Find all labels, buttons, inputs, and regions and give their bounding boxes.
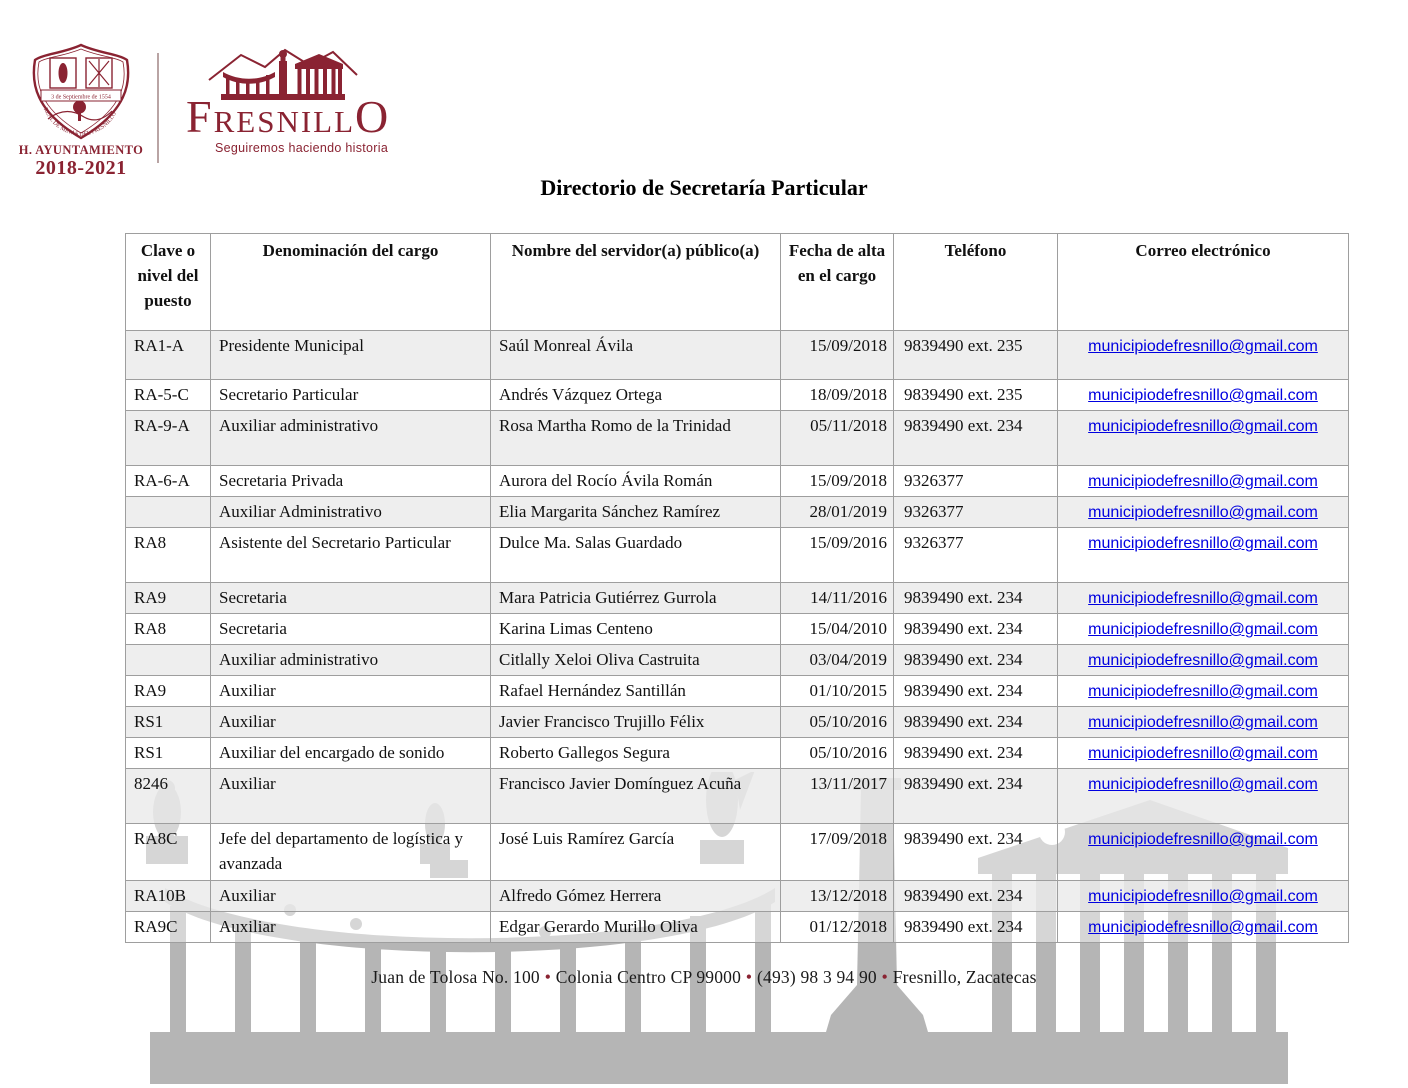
cell-telefono: 9839490 ext. 234 xyxy=(894,411,1058,466)
cell-cargo: Auxiliar xyxy=(211,881,491,912)
cell-clave: RA9C xyxy=(126,912,211,943)
crest-years: 2018-2021 xyxy=(35,157,127,179)
crest-ring-text: REAL DE MINAS DEL FRESNILLO xyxy=(41,106,118,139)
cell-telefono: 9839490 ext. 234 xyxy=(894,676,1058,707)
cell-cargo: Auxiliar del encargado de sonido xyxy=(211,738,491,769)
cell-cargo: Auxiliar xyxy=(211,707,491,738)
table-row xyxy=(126,497,1349,528)
cell-nombre: Karina Limas Centeno xyxy=(491,614,781,645)
cell-fecha: 15/04/2010 xyxy=(781,614,894,645)
cell-cargo: Auxiliar xyxy=(211,912,491,943)
cell-nombre: Citlally Xeloi Oliva Castruita xyxy=(491,645,781,676)
directory-table xyxy=(125,233,1349,943)
cell-telefono: 9326377 xyxy=(894,497,1058,528)
table-header-row xyxy=(126,234,1349,331)
cell-nombre: Francisco Javier Domínguez Acuña xyxy=(491,769,781,824)
email-link[interactable]: municipiodefresnillo@gmail.com xyxy=(1088,888,1318,905)
cell-correo xyxy=(1058,466,1349,497)
table-row xyxy=(126,528,1349,583)
email-link[interactable]: municipiodefresnillo@gmail.com xyxy=(1088,590,1318,607)
cell-telefono: 9839490 ext. 234 xyxy=(894,912,1058,943)
email-link[interactable]: municipiodefresnillo@gmail.com xyxy=(1088,919,1318,936)
cell-nombre: José Luis Ramírez García xyxy=(491,824,781,881)
cell-cargo: Auxiliar Administrativo xyxy=(211,497,491,528)
email-link[interactable]: municipiodefresnillo@gmail.com xyxy=(1088,714,1318,731)
col-header-clave: Clave o nivel del puesto xyxy=(126,234,211,331)
cell-cargo: Auxiliar xyxy=(211,676,491,707)
cell-clave: 8246 xyxy=(126,769,211,824)
email-link[interactable]: municipiodefresnillo@gmail.com xyxy=(1088,338,1318,355)
cell-cargo: Auxiliar administrativo xyxy=(211,411,491,466)
cell-correo xyxy=(1058,881,1349,912)
cell-clave: RA9 xyxy=(126,676,211,707)
cell-correo xyxy=(1058,411,1349,466)
cell-correo xyxy=(1058,912,1349,943)
cell-correo xyxy=(1058,614,1349,645)
cell-cargo: Secretaria Privada xyxy=(211,466,491,497)
col-header-correo: Correo electrónico xyxy=(1058,234,1349,331)
cell-cargo: Auxiliar administrativo xyxy=(211,645,491,676)
email-link[interactable]: municipiodefresnillo@gmail.com xyxy=(1088,473,1318,490)
cell-fecha: 15/09/2018 xyxy=(781,466,894,497)
fresnillo-wordmark xyxy=(186,91,391,142)
cell-telefono: 9839490 ext. 234 xyxy=(894,707,1058,738)
cell-telefono: 9839490 ext. 234 xyxy=(894,881,1058,912)
crest-banner-text: 3 de Septiembre de 1554 xyxy=(51,94,111,101)
wordmark-o: O xyxy=(355,91,391,142)
email-link[interactable]: municipiodefresnillo@gmail.com xyxy=(1088,504,1318,521)
crest-caption: H. AYUNTAMIENTO xyxy=(18,143,144,157)
email-link[interactable]: municipiodefresnillo@gmail.com xyxy=(1088,418,1318,435)
cell-correo xyxy=(1058,738,1349,769)
table-row xyxy=(126,738,1349,769)
bullet-separator: • xyxy=(539,967,556,987)
footer-segment: Juan de Tolosa No. 100 xyxy=(371,967,540,987)
cell-clave: RA8 xyxy=(126,614,211,645)
col-header-fecha: Fecha de alta en el cargo xyxy=(781,234,894,331)
cell-clave: RA8 xyxy=(126,528,211,583)
table-row xyxy=(126,645,1349,676)
cell-telefono: 9839490 ext. 235 xyxy=(894,331,1058,380)
email-link[interactable]: municipiodefresnillo@gmail.com xyxy=(1088,621,1318,638)
footer-segment: Fresnillo, Zacatecas xyxy=(892,967,1037,987)
cell-correo xyxy=(1058,528,1349,583)
directory-table-body xyxy=(126,331,1349,943)
cell-nombre: Mara Patricia Gutiérrez Gurrola xyxy=(491,583,781,614)
cell-correo xyxy=(1058,497,1349,528)
cell-clave xyxy=(126,645,211,676)
cell-fecha: 01/12/2018 xyxy=(781,912,894,943)
cell-fecha: 14/11/2016 xyxy=(781,583,894,614)
email-link[interactable]: municipiodefresnillo@gmail.com xyxy=(1088,683,1318,700)
cell-fecha: 13/12/2018 xyxy=(781,881,894,912)
table-row xyxy=(126,769,1349,824)
cell-telefono: 9839490 ext. 234 xyxy=(894,738,1058,769)
cell-fecha: 05/10/2016 xyxy=(781,707,894,738)
cell-fecha: 17/09/2018 xyxy=(781,824,894,881)
table-row xyxy=(126,881,1349,912)
cell-telefono: 9839490 ext. 234 xyxy=(894,769,1058,824)
email-link[interactable]: municipiodefresnillo@gmail.com xyxy=(1088,831,1318,848)
cell-telefono: 9839490 ext. 234 xyxy=(894,614,1058,645)
cell-clave: RA-9-A xyxy=(126,411,211,466)
wordmark-f: F xyxy=(186,91,214,142)
cell-fecha: 15/09/2018 xyxy=(781,331,894,380)
cell-clave: RA-6-A xyxy=(126,466,211,497)
cell-cargo: Secretaria xyxy=(211,583,491,614)
table-row xyxy=(126,824,1349,881)
cell-fecha: 18/09/2018 xyxy=(781,380,894,411)
email-link[interactable]: municipiodefresnillo@gmail.com xyxy=(1088,652,1318,669)
email-link[interactable]: municipiodefresnillo@gmail.com xyxy=(1088,387,1318,404)
cell-nombre: Edgar Gerardo Murillo Oliva xyxy=(491,912,781,943)
city-crest-logo xyxy=(28,42,134,142)
footer-segment: (493) 98 3 94 90 xyxy=(756,967,877,987)
cell-telefono: 9326377 xyxy=(894,528,1058,583)
cell-correo xyxy=(1058,769,1349,824)
cell-cargo: Presidente Municipal xyxy=(211,331,491,380)
footer-address xyxy=(0,967,1408,988)
table-row xyxy=(126,380,1349,411)
cell-clave: RA10B xyxy=(126,881,211,912)
cell-clave: RA9 xyxy=(126,583,211,614)
cell-fecha: 28/01/2019 xyxy=(781,497,894,528)
cell-fecha: 05/10/2016 xyxy=(781,738,894,769)
cell-correo xyxy=(1058,824,1349,881)
cell-fecha: 13/11/2017 xyxy=(781,769,894,824)
cell-cargo: Secretaria xyxy=(211,614,491,645)
cell-telefono: 9839490 ext. 234 xyxy=(894,824,1058,881)
wordmark-mid: RESNILL xyxy=(213,104,356,139)
cell-nombre: Saúl Monreal Ávila xyxy=(491,331,781,380)
monument-base xyxy=(150,1032,1288,1084)
cell-correo xyxy=(1058,583,1349,614)
cell-fecha: 15/09/2016 xyxy=(781,528,894,583)
table-row xyxy=(126,411,1349,466)
cell-clave: RA1-A xyxy=(126,331,211,380)
table-row xyxy=(126,583,1349,614)
cell-nombre: Andrés Vázquez Ortega xyxy=(491,380,781,411)
page-title: Directorio de Secretaría Particular xyxy=(540,175,868,200)
cell-clave: RS1 xyxy=(126,738,211,769)
bullet-separator: • xyxy=(876,967,893,987)
table-row xyxy=(126,466,1349,497)
cell-fecha: 05/11/2018 xyxy=(781,411,894,466)
cell-clave xyxy=(126,497,211,528)
cell-nombre: Aurora del Rocío Ávila Román xyxy=(491,466,781,497)
table-row xyxy=(126,614,1349,645)
cell-clave: RA8C xyxy=(126,824,211,881)
cell-telefono: 9839490 ext. 234 xyxy=(894,645,1058,676)
cell-correo xyxy=(1058,380,1349,411)
cell-cargo: Jefe del departamento de logística y avanzada xyxy=(211,824,491,881)
cell-nombre: Alfredo Gómez Herrera xyxy=(491,881,781,912)
cell-nombre: Javier Francisco Trujillo Félix xyxy=(491,707,781,738)
cell-clave: RS1 xyxy=(126,707,211,738)
header-divider xyxy=(157,53,159,163)
cell-correo xyxy=(1058,645,1349,676)
footer-segment: Colonia Centro CP 99000 xyxy=(555,967,742,987)
email-link[interactable]: municipiodefresnillo@gmail.com xyxy=(1088,776,1318,793)
col-header-nombre: Nombre del servidor(a) público(a) xyxy=(491,234,781,331)
logo-tagline: Seguiremos haciendo historia xyxy=(215,141,389,155)
cell-fecha: 01/10/2015 xyxy=(781,676,894,707)
cell-nombre: Dulce Ma. Salas Guardado xyxy=(491,528,781,583)
table-row xyxy=(126,676,1349,707)
table-row xyxy=(126,331,1349,380)
cell-telefono: 9839490 ext. 235 xyxy=(894,380,1058,411)
table-row xyxy=(126,707,1349,738)
cell-cargo: Auxiliar xyxy=(211,769,491,824)
email-link[interactable]: municipiodefresnillo@gmail.com xyxy=(1088,535,1318,552)
cell-nombre: Rafael Hernández Santillán xyxy=(491,676,781,707)
bullet-separator: • xyxy=(741,967,757,987)
cell-correo xyxy=(1058,331,1349,380)
table-row xyxy=(126,912,1349,943)
cell-fecha: 03/04/2019 xyxy=(781,645,894,676)
col-header-telefono: Teléfono xyxy=(894,234,1058,331)
cell-cargo: Secretario Particular xyxy=(211,380,491,411)
col-header-cargo: Denominación del cargo xyxy=(211,234,491,331)
cell-nombre: Elia Margarita Sánchez Ramírez xyxy=(491,497,781,528)
cell-correo xyxy=(1058,707,1349,738)
cell-telefono: 9839490 ext. 234 xyxy=(894,583,1058,614)
cell-nombre: Rosa Martha Romo de la Trinidad xyxy=(491,411,781,466)
cell-clave: RA-5-C xyxy=(126,380,211,411)
cell-nombre: Roberto Gallegos Segura xyxy=(491,738,781,769)
cell-telefono: 9326377 xyxy=(894,466,1058,497)
cell-cargo: Asistente del Secretario Particular xyxy=(211,528,491,583)
email-link[interactable]: municipiodefresnillo@gmail.com xyxy=(1088,745,1318,762)
cell-correo xyxy=(1058,676,1349,707)
